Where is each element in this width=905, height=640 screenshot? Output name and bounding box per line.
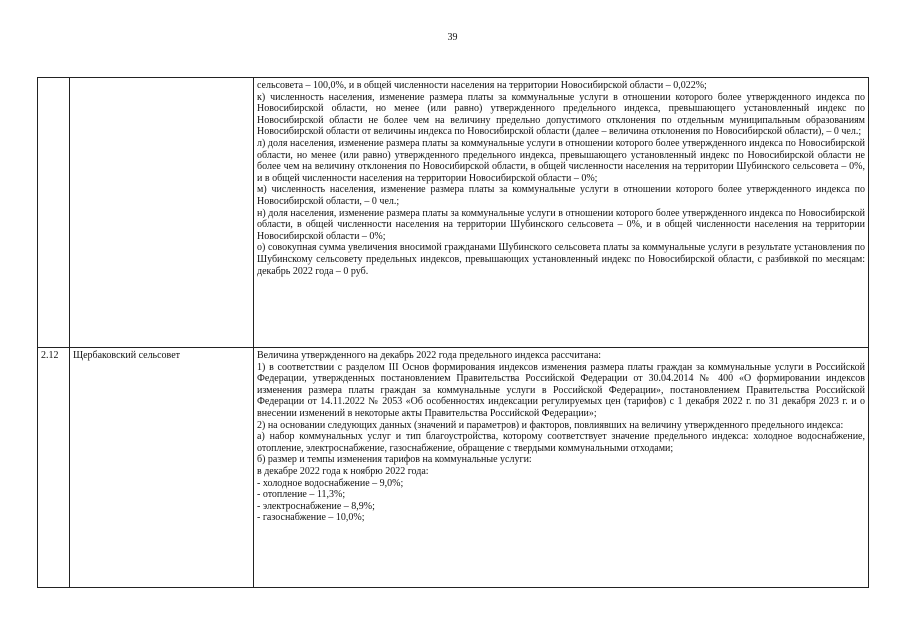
paragraph: - электроснабжение – 8,9%; [257,500,375,512]
document-table [37,77,869,588]
paragraph: 1) в соответствии с разделом III Основ формирования индексов изменения размера платы граждан за коммунальные услуги в Российской Федерации, утвержденных постановлением Правительства Российской Федерации от 30.04.2014 № 400 «О формировании индексов изменения размера платы граждан за коммунальные услуги в Российской Федерации», постановлением Правительства Российской Федерации от 14.11.2022 № 2053 «Об особенностях индексации регулируемых цен (тарифов) с 1 декабря 2022 г. по 31 декабря 2023 г. и о внесении изменений в некоторые акты Правительства Российской Федерации»; [257,361,865,419]
municipality-name-cell: Щербаковский сельсовет [70,348,254,588]
description-cell [254,78,869,348]
table-row [38,78,869,348]
paragraph: - холодное водоснабжение – 9,0%; [257,477,404,489]
page-number: 39 [447,32,458,43]
paragraph: б) размер и темпы изменения тарифов на коммунальные услуги: [257,454,532,466]
paragraph: Величина утвержденного на декабрь 2022 года предельного индекса рассчитана: [257,350,602,361]
paragraph: - газоснабжение – 10,0%; [257,512,365,524]
description-cell [254,348,869,588]
paragraph: к) численность населения, изменение размера платы за коммунальные услуги в отношении которого более утвержденного индекса по Новосибирской области, но менее (или равно) утвержденного предельного индекса, превышающего установленный индекс по Новосибирской области не более чем на величину предельно допустимого отклонения по отдельным муниципальным образованиям Новосибирской области от величины индекса по Новосибирской области (далее – величина отклонения по Новосибирской области), – 0 чел.; [257,91,865,138]
row-number-cell: 2.12 [38,348,70,588]
paragraph: - отопление – 11,3%; [257,489,346,501]
paragraph: в декабре 2022 года к ноябрю 2022 года: [257,465,429,477]
paragraph: а) набор коммунальных услуг и тип благоустройства, которому соответствует значение предельного индекса: холодное водоснабжение, отопление, электроснабжение, газоснабжение, обращение с твердыми коммунальными отходами; [257,431,865,454]
paragraph: 2) на основании следующих данных (значений и параметров) и факторов, повлиявших на величину утвержденного предельного индекса: [257,419,844,431]
paragraph: н) доля населения, изменение размера платы за коммунальные услуги в отношении которого более утвержденного индекса по Новосибирской области, в общей численности населения на территории Шубинского сельсовета – 0%, и в общей численности населения на территории Новосибирской области – 0%; [257,207,865,242]
paragraph: м) численность населения, изменение размера платы за коммунальные услуги в отношении которого более утвержденного индекса по Новосибирской области, – 0 чел.; [257,184,865,207]
paragraph: л) доля населения, изменение размера платы за коммунальные услуги в отношении которого более утвержденного индекса по Новосибирской области, но менее (или равно) утвержденного предельного индекса, превышающего установленный индекс по Новосибирской области не более чем на величину отклонения по Новосибирской области, в общей численности населения на территории Шубинского сельсовета – 0%, и в общей численности населения на территории Новосибирской области – 0%; [257,137,865,184]
table-row [38,348,869,588]
municipality-name-cell [70,78,254,348]
row-number-cell [38,78,70,348]
paragraph: сельсовета – 100,0%, и в общей численности населения на территории Новосибирской области – 0,022%; [257,80,707,91]
paragraph: о) совокупная сумма увеличения вносимой гражданами Шубинского сельсовета платы за коммунальные услуги в результате установления по Шубинскому сельсовету предельных индексов, превышающих установленный индекс по Новосибирской области, с разбивкой по месяцам: декабрь 2022 года – 0 руб. [257,242,865,277]
